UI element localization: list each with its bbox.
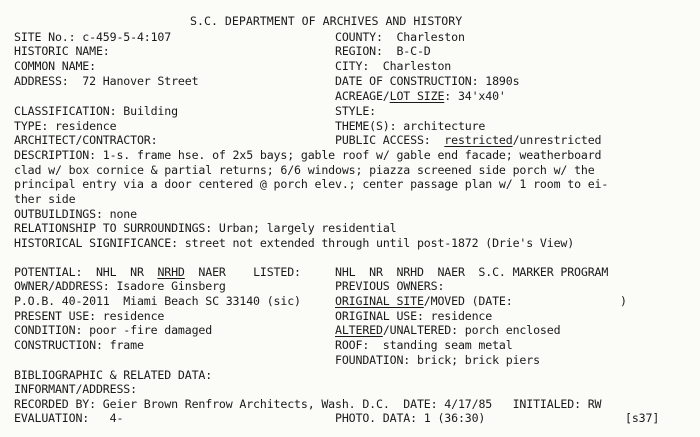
address: ADDRESS: 72 Hanover Street [14,74,199,88]
moved-date-label: /MOVED (DATE: [423,294,513,308]
potential-selected: NRHD [157,265,185,279]
description-line: ther side [14,192,76,206]
original-site-selected: ORIGINAL SITE [335,294,424,308]
outbuildings: OUTBUILDINGS: none [14,207,137,221]
construction: CONSTRUCTION: frame [14,338,144,352]
previous-owners: PREVIOUS OWNERS: [335,279,445,293]
present-use: PRESENT USE: residence [14,309,165,323]
public-access [335,133,601,147]
owner-po-box: P.O.B. 40-2011 Miami Beach SC 33140 (sic) [14,294,301,308]
description-line: clad w/ box cornice & partial returns; 6/6 windows; piazza screened side porch w/ the [14,163,595,177]
altered-detail: /UNALTERED: porch enclosed [382,323,561,337]
type: TYPE: residence [14,119,117,133]
condition: CONDITION: poor -fire damaged [14,323,213,337]
lot-size-value: : 34'x40' [444,89,506,103]
historical-significance: HISTORICAL SIGNIFICANCE: street not extended through until post-1872 (Drie's View) [14,236,575,250]
potential-other: NAER LISTED: [184,265,301,279]
potential-label: POTENTIAL: NHL NR [14,265,158,279]
listed-options: NHL NR NRHD NAER S.C. MARKER PROGRAM [335,265,609,279]
city: CITY: Charleston [335,59,452,73]
public-access-label: PUBLIC ACCESS: [335,133,445,147]
acreage-label: ACREAGE/ [335,89,390,103]
foundation: FOUNDATION: brick; brick piers [335,353,540,367]
bibliographic-data: BIBLIOGRAPHIC & RELATED DATA: [14,368,213,382]
roof: ROOF: standing seam metal [335,338,513,352]
form-title: S.C. DEPARTMENT OF ARCHIVES AND HISTORY [190,14,463,28]
region: REGION: B-C-D [335,44,431,58]
reference-code: [s37] [625,411,660,425]
recorded-by: RECORDED BY: Geier Brown Renfrow Architects, Wash. D.C. DATE: 4/17/85 INITIALED: RW [14,397,602,411]
date-of-construction: DATE OF CONSTRUCTION: 1890s [335,74,520,88]
original-use: ORIGINAL USE: residence [335,309,493,323]
lot-size-label: LOT SIZE [389,89,445,103]
county: COUNTY: Charleston [335,30,465,44]
historic-name: HISTORIC NAME: [14,44,110,58]
original-site-moved [335,294,513,308]
informant-address: INFORMANT/ADDRESS: [14,382,137,396]
altered-unaltered [335,323,560,337]
themes: THEME(S): architecture [335,119,486,133]
architect-contractor: ARCHITECT/CONTRACTOR: [14,133,158,147]
style: STYLE: [335,104,376,118]
description-line: principal entry via a door centered @ porch elev.; center passage plan w/ 1 room to ei- [14,177,609,191]
acreage-lot-size [335,89,506,103]
public-access-other: /unrestricted [512,133,602,147]
common-name: COMMON NAME: [14,59,96,73]
relationship-to-surroundings: RELATIONSHIP TO SURROUNDINGS: Urban; largely residential [14,221,397,235]
evaluation: EVALUATION: 4- [14,411,124,425]
potential [14,265,301,279]
photo-data: PHOTO. DATA: 1 (36:30) [335,411,486,425]
description-line: DESCRIPTION: 1-s. frame hse. of 2x5 bays; gable roof w/ gable end facade; weatherboard [14,148,602,162]
altered-selected: ALTERED [335,323,383,337]
classification: CLASSIFICATION: Building [14,104,178,118]
public-access-selected: restricted [444,133,513,147]
site-number: SITE No.: c-459-5-4:107 [14,30,172,44]
owner-address: OWNER/ADDRESS: Isadore Ginsberg [14,279,226,293]
moved-date-close: ) [620,294,627,308]
